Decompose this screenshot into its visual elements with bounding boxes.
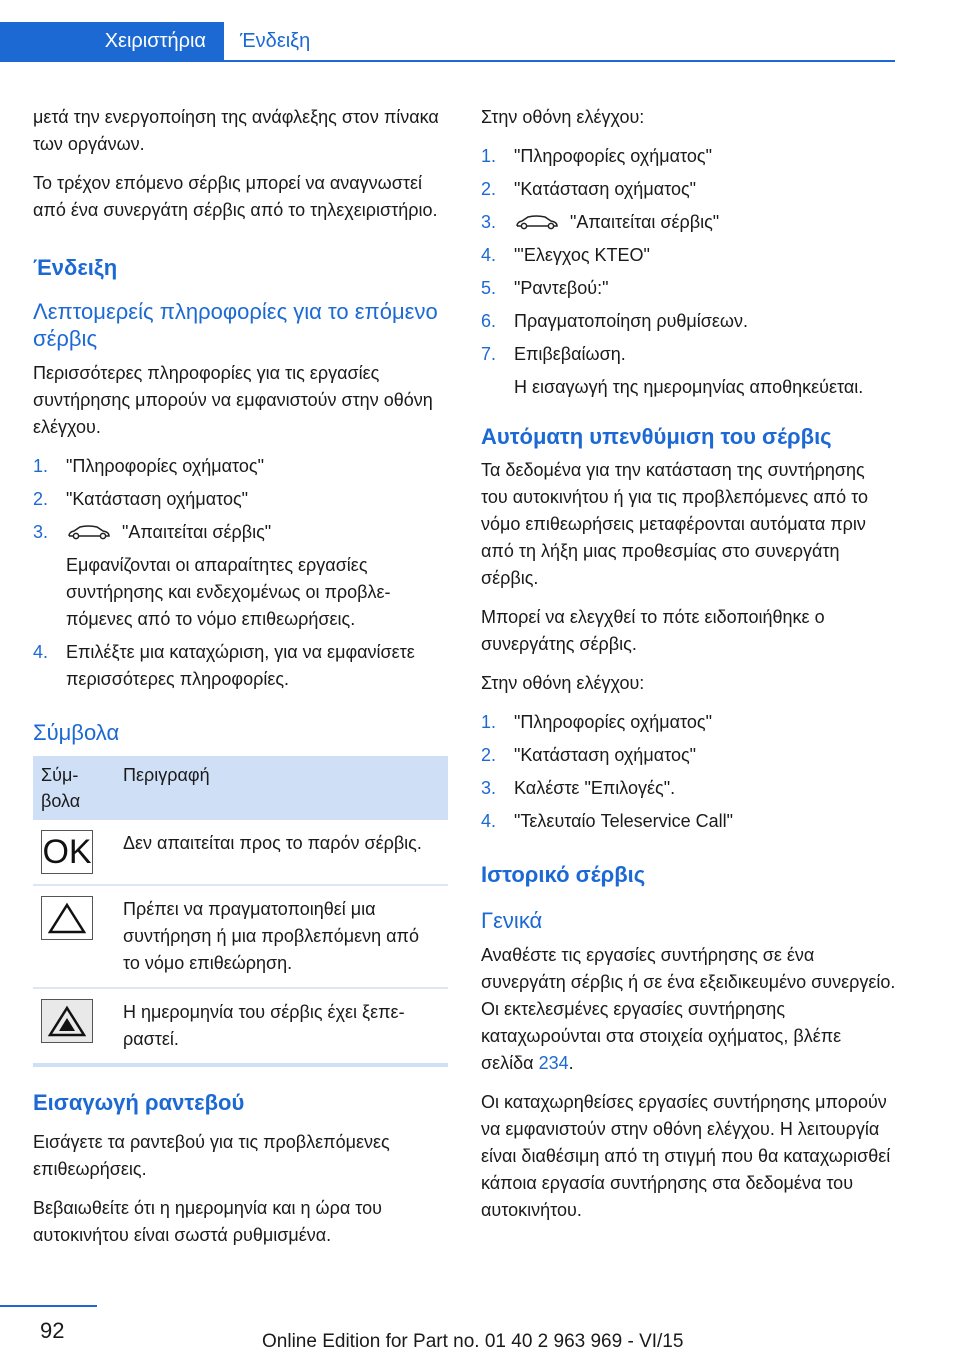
steps-list <box>481 143 896 401</box>
table-header-description: Περιγραφή <box>115 756 448 820</box>
steps-list <box>33 453 448 693</box>
list-item: 3. "Απαιτείται σέρβις" Εμφανίζονται οι απαραίτητες εργασίες συντήρησης και ενδεχομένως οι προβλεπόμενες από το νόμο επιθεωρήσεις. <box>33 522 391 629</box>
table-header-symbols: Σύμβολα <box>33 756 115 820</box>
paragraph: Οι καταχωρηθείσες εργασίες συντήρησης μπορούν να εμφανιστούν στην οθόνη ελέγχου. Η λειτουργία είναι διαθέσιμη από τη στιγμή που θα καταχωρισθεί κάποια εργασία συντήρησης στα δεδομένα του αυτοκινήτου. <box>481 1092 891 1220</box>
page-number: 92 <box>40 1318 65 1343</box>
list-item: 7. Επιβεβαίωση. Η εισαγωγή της ημερομηνίας αποθηκεύεται. <box>481 344 864 397</box>
warning-triangle-filled-icon <box>41 999 93 1043</box>
list-item: 4. "Τελευταίο Teleservice Call" <box>481 811 734 831</box>
heading-appointments: Εισαγωγή ραντεβού <box>33 1090 245 1115</box>
list-item: 3. Καλέστε "Επιλογές". <box>481 778 676 798</box>
paragraph: Περισσότερες πληροφορίες για τις εργασίες συντήρησης μπορούν να εμφανιστούν στην οθόνη ελέγχου. <box>33 363 433 437</box>
paragraph: Το τρέχον επόμενο σέρβις μπορεί να αναγνωστεί από ένα συνεργάτη σέρβις από το τηλεχειριστήριο. <box>33 173 438 220</box>
list-item: 2. "Κατάσταση οχήματος" <box>481 745 697 765</box>
heading-display: Ένδειξη <box>33 255 118 280</box>
left-column <box>33 104 448 1261</box>
list-item: 1. "Πληροφορίες οχήματος" <box>33 456 264 476</box>
subheading-details: Λεπτομερείς πληροφορίες για το επόμενο σέρβις <box>33 299 438 351</box>
table-header-row <box>33 756 448 820</box>
list-item: 1. "Πληροφορίες οχήματος" <box>481 146 712 166</box>
paragraph: μετά την ενεργοποίηση της ανάφλεξης στον πίνακα των οργάνων. <box>33 107 439 154</box>
car-service-icon <box>66 524 112 540</box>
ok-icon: OK <box>41 830 93 874</box>
list-item: 4. "'Ελεγχος ΚΤΕΟ" <box>481 245 650 265</box>
subheading-general: Γενικά <box>481 908 543 933</box>
steps-list <box>481 709 896 835</box>
section-tab-display[interactable]: Ένδειξη <box>240 29 311 52</box>
list-item: 3. "Απαιτείται σέρβις" <box>481 212 720 232</box>
subheading-symbols: Σύμβολα <box>33 720 120 745</box>
list-item: 6. Πραγματοποίηση ρυθμίσεων. <box>481 311 748 331</box>
paragraph: Βεβαιωθείτε ότι η ημερομηνία και η ώρα του αυτοκινήτου είναι σωστά ρυθμισμένα. <box>33 1198 382 1245</box>
heading-service-history: Ιστορικό σέρβις <box>481 862 646 887</box>
paragraph: Στην οθόνη ελέγχου: <box>481 107 645 127</box>
list-item: 2. "Κατάσταση οχήματος" <box>481 179 697 199</box>
paragraph: Αναθέστε τις εργασίες συντήρησης σε ένα συνεργάτη σέρβις ή σε ένα εξειδικευμένο συνεργείο. Οι εκτελεσμένες εργασίες συντήρησης καταχωρούνται στα στοιχεία οχήματος, βλέπε σελίδα 234. <box>481 945 896 1073</box>
heading-auto-reminder: Αυτόματη υπενθύμιση του σέρβις <box>481 424 832 449</box>
footer-rule <box>0 1305 97 1307</box>
list-item: 5. "Ραντεβού:" <box>481 278 609 298</box>
page-header <box>0 0 960 62</box>
paragraph: Τα δεδομένα για την κατάσταση της συντήρησης του αυτοκινήτου ή για τις προβλεπόμενες από το νόμο επιθεωρήσεις μεταφέρονται αυτόματα πριν από τη λήξη μιας προθεσμίας στο συνεργάτη σέρβις. <box>481 460 869 588</box>
paragraph: Μπορεί να ελεγχθεί το πότε ειδοποιήθηκε ο συνεργάτης σέρβις. <box>481 607 825 654</box>
right-column <box>481 104 896 1236</box>
table-row: OK Δεν απαιτείται προς το παρόν σέρβις. <box>33 820 448 885</box>
list-item: 4. Επιλέξτε μια καταχώριση, για να εμφανίσετε περισσότερες πληροφορίες. <box>33 642 415 689</box>
list-item: 2. "Κατάσταση οχήματος" <box>33 489 249 509</box>
paragraph: Στην οθόνη ελέγχου: <box>481 673 645 693</box>
page-link[interactable]: 234 <box>538 1053 569 1073</box>
table-row: Η ημερομηνία του σέρβις έχει ξεπεραστεί. <box>33 988 448 1065</box>
edition-info: Online Edition for Part no. 01 40 2 963 969 - VI/15 <box>262 1331 684 1352</box>
table-row: Πρέπει να πραγματοποιηθεί μια συντήρηση ή μια προβλεπόμενη από το νόμο επιθεώρηση. <box>33 885 448 988</box>
symbols-table <box>33 756 448 1067</box>
header-rule <box>0 60 895 62</box>
paragraph: Εισάγετε τα ραντεβού για τις προβλεπόμενες επιθεωρήσεις. <box>33 1132 390 1179</box>
list-item: 1. "Πληροφορίες οχήματος" <box>481 712 712 732</box>
chapter-tab-controls[interactable]: Χειριστήρια <box>0 22 224 60</box>
warning-triangle-icon <box>41 896 93 940</box>
car-service-icon <box>514 214 560 230</box>
